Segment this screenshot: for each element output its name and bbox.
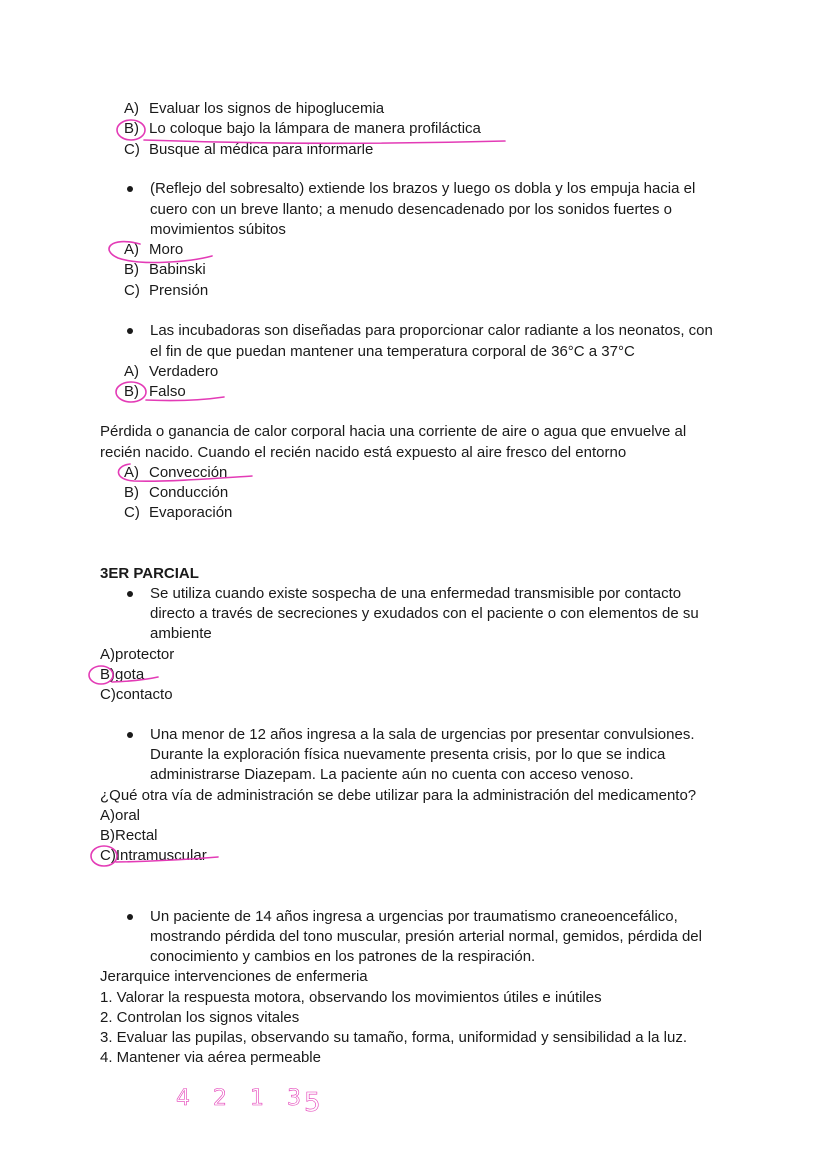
q4-option-c: C) Evaporación	[124, 504, 233, 521]
bullet-icon	[127, 328, 133, 334]
q3-text-line: el fin de que puedan mantener una temperatura corporal de 36°C a 37°C	[150, 343, 635, 360]
q7-step: 4. Mantener via aérea permeable	[100, 1049, 321, 1066]
q7-step: 3. Evaluar las pupilas, observando su tamaño, forma, uniformidad y sensibilidad a la luz.	[100, 1029, 687, 1046]
q7-text-line: conocimiento y cambios en los patrones de la respiración.	[150, 948, 536, 965]
q6-option: B)Rectal	[100, 827, 158, 844]
q1-option-b: B) Lo coloque bajo la lámpara de manera profiláctica	[124, 120, 481, 137]
q5-option: B)gota	[100, 666, 145, 683]
q6-text-line: Durante la exploración física nuevamente presenta crisis, por lo que se indica	[150, 746, 666, 763]
bullet-icon	[127, 732, 133, 738]
section-title: 3ER PARCIAL	[100, 565, 199, 582]
q4-option-b: B) Conducción	[124, 484, 229, 501]
q6-text-line: administrarse Diazepam. La paciente aún no cuenta con acceso venoso.	[150, 766, 634, 783]
q4-text-line: Pérdida o ganancia de calor corporal hacia una corriente de aire o agua que envuelve al	[100, 423, 687, 440]
q7-instruction: Jerarquice intervenciones de enfermeria	[100, 968, 368, 985]
q5-option: C)contacto	[100, 686, 173, 703]
q1-option-c: C) Busque al médica para informarle	[124, 141, 374, 158]
q4-option-a: A) Convección	[124, 464, 228, 481]
q2-option-b: B) Babinski	[124, 261, 206, 278]
q2-text-line: (Reflejo del sobresalto) extiende los brazos y luego os dobla y los empuja hacia el	[150, 180, 696, 197]
q5-text-line: Se utiliza cuando existe sospecha de una enfermedad transmisible por contacto	[150, 585, 682, 602]
q1-option-a: A) Evaluar los signos de hipoglucemia	[124, 100, 385, 117]
q5-option: A)protector	[100, 646, 175, 663]
bullet-icon	[127, 914, 133, 920]
q2-text-line: movimientos súbitos	[150, 221, 286, 238]
q6-option: C)Intramuscular	[100, 847, 207, 864]
q4-text-line: recién nacido. Cuando el recién nacido está expuesto al aire fresco del entorno	[100, 444, 627, 461]
q3-option-a: A) Verdadero	[124, 363, 219, 380]
q7-step: 1. Valorar la respuesta motora, observando los movimientos útiles e inútiles	[100, 989, 602, 1006]
handwritten-extra: 5	[304, 1088, 321, 1118]
q5-text-line: directo a través de secreciones y exudados con el paciente o con elementos de su	[150, 605, 699, 622]
q5-text-line: ambiente	[150, 625, 212, 642]
q2-option-a: A) Moro	[124, 241, 184, 258]
q7-text-line: Un paciente de 14 años ingresa a urgencias por traumatismo craneoencefálico,	[150, 908, 678, 925]
q6-question: ¿Qué otra vía de administración se debe utilizar para la administración del medicamento?	[100, 787, 697, 804]
bullet-icon	[127, 591, 133, 597]
q2-option-c: C) Prensión	[124, 282, 209, 299]
q6-text-line: Una menor de 12 años ingresa a la sala de urgencias por presentar convulsiones.	[150, 726, 695, 743]
handwritten-order: 4 2 1 3	[176, 1086, 309, 1111]
q3-option-b: B) Falso	[124, 383, 186, 400]
q6-option: A)oral	[100, 807, 141, 824]
q7-text-line: mostrando pérdida del tono muscular, presión arterial normal, gemidos, pérdida del	[150, 928, 702, 945]
q2-text-line: cuero con un breve llanto; a menudo desencadenado por los sonidos fuertes o	[150, 201, 673, 218]
bullet-icon	[127, 186, 133, 192]
q3-text-line: Las incubadoras son diseñadas para proporcionar calor radiante a los neonatos, con	[150, 322, 713, 339]
q7-step: 2. Controlan los signos vitales	[100, 1009, 300, 1026]
